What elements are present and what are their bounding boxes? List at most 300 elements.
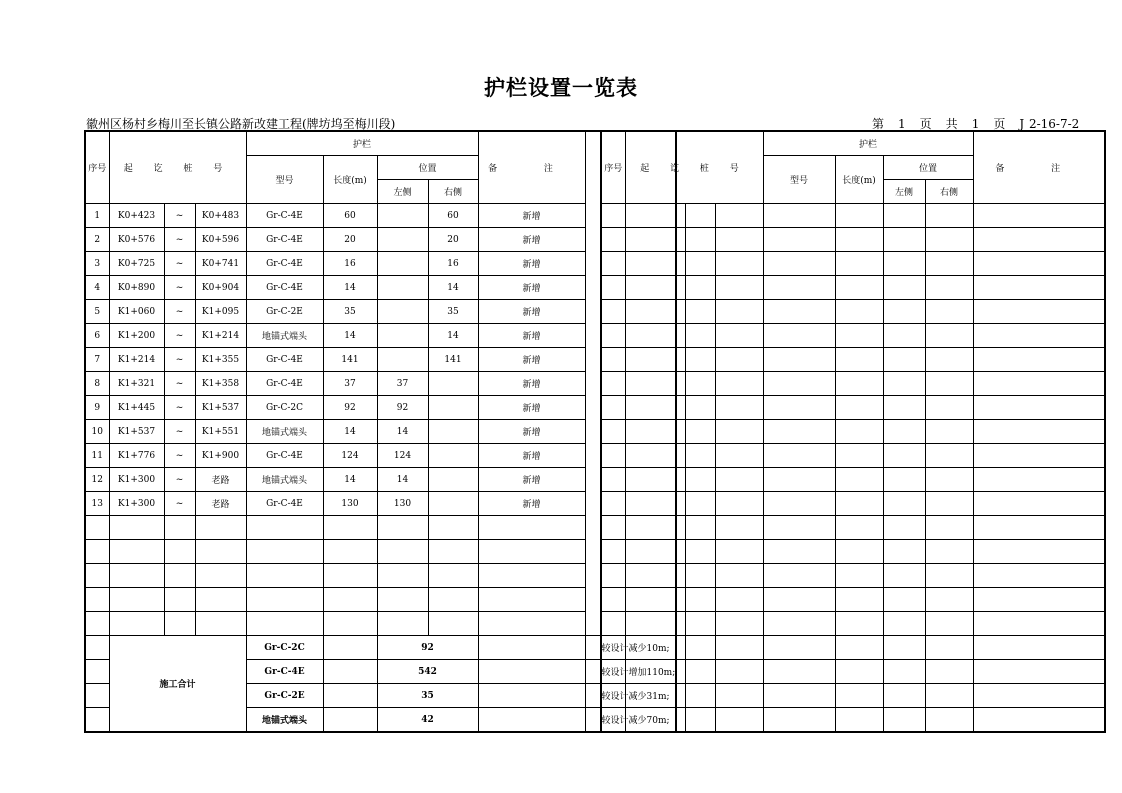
- summary-type: Gr-C-4E: [246, 660, 323, 684]
- header-type: 型号: [763, 156, 835, 204]
- empty-cell: [685, 204, 715, 228]
- empty-cell: [323, 588, 377, 612]
- length: 60: [323, 204, 377, 228]
- page-title: 护栏设置一览表: [484, 76, 638, 100]
- length: 124: [323, 444, 377, 468]
- header-length: 长度(m): [323, 156, 377, 204]
- empty-cell: [763, 228, 835, 252]
- empty-cell: [85, 564, 109, 588]
- remark: 新增: [478, 276, 585, 300]
- empty-cell: [715, 660, 763, 684]
- empty-cell: [973, 612, 1105, 636]
- total-pages: 1: [971, 117, 980, 131]
- summary-remark: 较设计减少70m;: [585, 708, 676, 733]
- empty-cell: [625, 708, 685, 733]
- end-station: K1+095: [195, 300, 246, 324]
- empty-cell: [685, 372, 715, 396]
- start-station: K1+300: [109, 468, 164, 492]
- empty-cell: [973, 228, 1105, 252]
- empty-cell: [109, 516, 164, 540]
- guardrail-type: 地锚式端头: [246, 468, 323, 492]
- left-side-length: 130: [377, 492, 428, 516]
- empty-cell: [835, 276, 883, 300]
- length: 37: [323, 372, 377, 396]
- empty-cell: [685, 276, 715, 300]
- length: 14: [323, 468, 377, 492]
- empty-cell: [973, 348, 1105, 372]
- right-side-length: 20: [428, 228, 478, 252]
- empty-cell: [973, 204, 1105, 228]
- empty-cell: [835, 516, 883, 540]
- station-separator: ~: [164, 300, 195, 324]
- empty-cell: [715, 492, 763, 516]
- empty-cell: [925, 612, 973, 636]
- end-station: K0+741: [195, 252, 246, 276]
- empty-cell: [763, 660, 835, 684]
- empty-cell: [715, 276, 763, 300]
- empty-cell: [715, 636, 763, 660]
- end-station: 老路: [195, 492, 246, 516]
- empty-cell: [164, 540, 195, 564]
- empty-cell: [685, 540, 715, 564]
- guardrail-type: Gr-C-4E: [246, 228, 323, 252]
- right-side-length: 16: [428, 252, 478, 276]
- station-separator: ~: [164, 372, 195, 396]
- empty-cell: [925, 324, 973, 348]
- station-separator: ~: [164, 492, 195, 516]
- empty-cell: [883, 348, 925, 372]
- empty-row: [85, 540, 676, 564]
- empty-cell: [625, 252, 685, 276]
- empty-cell: [601, 396, 625, 420]
- empty-cell: [883, 540, 925, 564]
- remark: 新增: [478, 324, 585, 348]
- left-side-length: [377, 204, 428, 228]
- empty-cell: [478, 588, 585, 612]
- empty-cell: [835, 444, 883, 468]
- empty-cell: [377, 540, 428, 564]
- empty-cell: [478, 516, 585, 540]
- empty-cell: [85, 612, 109, 636]
- empty-cell: [601, 444, 625, 468]
- empty-cell: [195, 516, 246, 540]
- empty-cell: [601, 348, 625, 372]
- empty-cell: [925, 396, 973, 420]
- left-side-length: [377, 276, 428, 300]
- empty-row: [601, 300, 1105, 324]
- empty-cell: [478, 564, 585, 588]
- empty-row: [601, 708, 1105, 733]
- empty-cell: [715, 252, 763, 276]
- empty-cell: [685, 420, 715, 444]
- left-side-length: 92: [377, 396, 428, 420]
- empty-cell: [763, 372, 835, 396]
- empty-cell: [601, 516, 625, 540]
- empty-cell: [835, 564, 883, 588]
- row-number: 6: [85, 324, 109, 348]
- right-side-length: 14: [428, 324, 478, 348]
- empty-cell: [883, 276, 925, 300]
- empty-cell: [323, 540, 377, 564]
- empty-cell: [715, 228, 763, 252]
- station-separator: ~: [164, 348, 195, 372]
- empty-cell: [973, 372, 1105, 396]
- empty-row: [601, 636, 1105, 660]
- end-station: 老路: [195, 468, 246, 492]
- empty-cell: [763, 636, 835, 660]
- empty-cell: [715, 564, 763, 588]
- empty-cell: [925, 588, 973, 612]
- empty-cell: [195, 588, 246, 612]
- empty-cell: [835, 468, 883, 492]
- empty-cell: [85, 636, 109, 660]
- empty-cell: [377, 612, 428, 636]
- empty-cell: [715, 684, 763, 708]
- row-number: 10: [85, 420, 109, 444]
- remark: 新增: [478, 372, 585, 396]
- left-side-length: [377, 324, 428, 348]
- empty-cell: [883, 612, 925, 636]
- empty-cell: [973, 636, 1105, 660]
- empty-cell: [763, 468, 835, 492]
- empty-cell: [428, 516, 478, 540]
- empty-cell: [246, 516, 323, 540]
- empty-cell: [625, 468, 685, 492]
- empty-cell: [601, 540, 625, 564]
- empty-cell: [625, 420, 685, 444]
- empty-cell: [835, 252, 883, 276]
- end-station: K1+537: [195, 396, 246, 420]
- empty-cell: [763, 684, 835, 708]
- length: 35: [323, 300, 377, 324]
- empty-cell: [246, 540, 323, 564]
- station-separator: ~: [164, 252, 195, 276]
- remark: 新增: [478, 204, 585, 228]
- empty-cell: [883, 372, 925, 396]
- left-side-length: 124: [377, 444, 428, 468]
- empty-cell: [715, 300, 763, 324]
- empty-cell: [763, 564, 835, 588]
- empty-cell: [973, 492, 1105, 516]
- empty-cell: [428, 564, 478, 588]
- project-name: 徽州区杨村乡梅川至长镇公路新改建工程(牌坊坞至梅川段): [86, 117, 396, 131]
- empty-cell: [601, 564, 625, 588]
- header-right-side: 右侧: [925, 180, 973, 204]
- empty-cell: [883, 468, 925, 492]
- empty-cell: [925, 492, 973, 516]
- empty-cell: [377, 564, 428, 588]
- header-guardrail: 护栏: [763, 131, 973, 156]
- empty-cell: [195, 564, 246, 588]
- empty-row: [601, 228, 1105, 252]
- empty-cell: [715, 444, 763, 468]
- end-station: K0+596: [195, 228, 246, 252]
- empty-cell: [883, 300, 925, 324]
- row-number: 3: [85, 252, 109, 276]
- empty-cell: [428, 588, 478, 612]
- empty-row: [601, 684, 1105, 708]
- row-number: 1: [85, 204, 109, 228]
- total-label: 共: [945, 117, 958, 131]
- end-station: K1+214: [195, 324, 246, 348]
- empty-cell: [763, 204, 835, 228]
- empty-cell: [685, 516, 715, 540]
- empty-cell: [478, 708, 585, 733]
- left-side-length: 37: [377, 372, 428, 396]
- empty-cell: [85, 540, 109, 564]
- empty-cell: [835, 348, 883, 372]
- row-number: 11: [85, 444, 109, 468]
- guardrail-type: Gr-C-4E: [246, 372, 323, 396]
- empty-row: [85, 612, 676, 636]
- end-station: K1+358: [195, 372, 246, 396]
- empty-row: [601, 396, 1105, 420]
- right-side-length: [428, 492, 478, 516]
- empty-row: [601, 444, 1105, 468]
- empty-cell: [883, 252, 925, 276]
- empty-cell: [164, 612, 195, 636]
- empty-cell: [883, 324, 925, 348]
- empty-cell: [625, 348, 685, 372]
- empty-row: [601, 612, 1105, 636]
- empty-cell: [925, 204, 973, 228]
- remark: 新增: [478, 228, 585, 252]
- empty-cell: [973, 588, 1105, 612]
- end-station: K1+900: [195, 444, 246, 468]
- start-station: K1+214: [109, 348, 164, 372]
- page-label: 第: [872, 117, 885, 131]
- header-guardrail: 护栏: [246, 131, 478, 156]
- empty-cell: [925, 516, 973, 540]
- table-row: [85, 228, 676, 252]
- empty-cell: [883, 708, 925, 733]
- header-position: 位置: [883, 156, 973, 180]
- table-row: [85, 300, 676, 324]
- empty-cell: [763, 348, 835, 372]
- empty-cell: [601, 276, 625, 300]
- station-separator: ~: [164, 396, 195, 420]
- guardrail-type: Gr-C-4E: [246, 492, 323, 516]
- empty-cell: [925, 468, 973, 492]
- right-side-length: 141: [428, 348, 478, 372]
- right-side-length: 14: [428, 276, 478, 300]
- drawing-number: J 2-16-7-2: [1019, 117, 1080, 131]
- remark: 新增: [478, 348, 585, 372]
- summary-type: 地锚式端头: [246, 708, 323, 733]
- remark: 新增: [478, 420, 585, 444]
- empty-cell: [685, 444, 715, 468]
- start-station: K0+890: [109, 276, 164, 300]
- row-number: 5: [85, 300, 109, 324]
- empty-cell: [835, 228, 883, 252]
- empty-cell: [883, 684, 925, 708]
- right-side-length: [428, 468, 478, 492]
- empty-cell: [835, 612, 883, 636]
- empty-cell: [246, 564, 323, 588]
- empty-cell: [601, 324, 625, 348]
- empty-cell: [973, 324, 1105, 348]
- end-station: K0+483: [195, 204, 246, 228]
- summary-remark: 较设计增加110m;: [585, 660, 676, 684]
- empty-cell: [973, 660, 1105, 684]
- empty-cell: [763, 252, 835, 276]
- empty-row: [601, 540, 1105, 564]
- left-side-length: [377, 252, 428, 276]
- empty-cell: [925, 276, 973, 300]
- start-station: K0+576: [109, 228, 164, 252]
- empty-cell: [925, 252, 973, 276]
- guardrail-type: Gr-C-4E: [246, 348, 323, 372]
- empty-cell: [109, 564, 164, 588]
- header-left-side: 左侧: [883, 180, 925, 204]
- empty-cell: [685, 660, 715, 684]
- length: 92: [323, 396, 377, 420]
- empty-cell: [925, 708, 973, 733]
- empty-cell: [625, 492, 685, 516]
- empty-cell: [883, 564, 925, 588]
- empty-cell: [973, 396, 1105, 420]
- empty-cell: [685, 300, 715, 324]
- summary-total: 35: [377, 684, 478, 708]
- start-station: K1+321: [109, 372, 164, 396]
- length: 20: [323, 228, 377, 252]
- empty-cell: [246, 612, 323, 636]
- empty-cell: [685, 492, 715, 516]
- remark: 新增: [478, 492, 585, 516]
- empty-cell: [601, 468, 625, 492]
- empty-cell: [883, 444, 925, 468]
- empty-cell: [685, 636, 715, 660]
- row-number: 13: [85, 492, 109, 516]
- summary-type: Gr-C-2E: [246, 684, 323, 708]
- empty-cell: [601, 300, 625, 324]
- empty-row: [85, 516, 676, 540]
- header-seq: 序号: [601, 131, 625, 204]
- table-row: [85, 444, 676, 468]
- empty-cell: [601, 228, 625, 252]
- empty-cell: [835, 204, 883, 228]
- empty-cell: [763, 276, 835, 300]
- right-side-length: [428, 420, 478, 444]
- empty-row: [601, 204, 1105, 228]
- header-type: 型号: [246, 156, 323, 204]
- guardrail-type: Gr-C-2C: [246, 396, 323, 420]
- guardrail-type: Gr-C-2E: [246, 300, 323, 324]
- left-side-length: 14: [377, 420, 428, 444]
- empty-row: [601, 420, 1105, 444]
- page-unit: 页: [919, 117, 932, 131]
- remark: 新增: [478, 396, 585, 420]
- left-side-length: [377, 300, 428, 324]
- empty-row: [601, 468, 1105, 492]
- empty-cell: [625, 228, 685, 252]
- left-side-length: [377, 228, 428, 252]
- empty-cell: [428, 540, 478, 564]
- empty-cell: [835, 300, 883, 324]
- empty-cell: [625, 300, 685, 324]
- empty-row: [601, 348, 1105, 372]
- empty-cell: [685, 612, 715, 636]
- empty-cell: [925, 444, 973, 468]
- empty-cell: [925, 420, 973, 444]
- empty-cell: [925, 540, 973, 564]
- guardrail-table-right: [600, 130, 1106, 733]
- empty-cell: [973, 300, 1105, 324]
- empty-cell: [835, 588, 883, 612]
- empty-cell: [625, 540, 685, 564]
- empty-cell: [763, 588, 835, 612]
- start-station: K0+423: [109, 204, 164, 228]
- empty-cell: [85, 684, 109, 708]
- length: 130: [323, 492, 377, 516]
- empty-cell: [323, 708, 377, 733]
- empty-row: [601, 276, 1105, 300]
- empty-cell: [835, 420, 883, 444]
- table-row: [85, 396, 676, 420]
- empty-cell: [835, 708, 883, 733]
- table-row: [85, 204, 676, 228]
- summary-remark: 较设计减少31m;: [585, 684, 676, 708]
- empty-cell: [323, 564, 377, 588]
- empty-cell: [973, 684, 1105, 708]
- empty-cell: [763, 516, 835, 540]
- right-side-length: [428, 372, 478, 396]
- empty-cell: [973, 276, 1105, 300]
- empty-cell: [973, 420, 1105, 444]
- length: 14: [323, 276, 377, 300]
- empty-cell: [685, 708, 715, 733]
- page-number: 1: [898, 117, 906, 131]
- table-row: [85, 420, 676, 444]
- empty-cell: [835, 372, 883, 396]
- empty-cell: [715, 372, 763, 396]
- empty-cell: [925, 300, 973, 324]
- empty-cell: [85, 708, 109, 733]
- start-station: K1+537: [109, 420, 164, 444]
- length: 141: [323, 348, 377, 372]
- empty-cell: [763, 492, 835, 516]
- empty-cell: [195, 612, 246, 636]
- empty-row: [601, 564, 1105, 588]
- empty-cell: [377, 516, 428, 540]
- empty-cell: [323, 516, 377, 540]
- summary-label: 施工合计: [109, 636, 246, 733]
- remark: 新增: [478, 444, 585, 468]
- guardrail-type: Gr-C-4E: [246, 204, 323, 228]
- empty-cell: [377, 588, 428, 612]
- empty-cell: [973, 468, 1105, 492]
- empty-cell: [973, 444, 1105, 468]
- empty-cell: [763, 324, 835, 348]
- empty-cell: [835, 396, 883, 420]
- empty-cell: [925, 660, 973, 684]
- empty-cell: [925, 636, 973, 660]
- guardrail-type: 地锚式端头: [246, 420, 323, 444]
- header-station: 起 讫 桩 号: [109, 131, 246, 204]
- empty-cell: [763, 612, 835, 636]
- empty-cell: [973, 708, 1105, 733]
- empty-cell: [685, 396, 715, 420]
- empty-cell: [835, 636, 883, 660]
- row-number: 8: [85, 372, 109, 396]
- empty-cell: [625, 372, 685, 396]
- empty-cell: [195, 540, 246, 564]
- empty-cell: [323, 612, 377, 636]
- empty-cell: [685, 252, 715, 276]
- row-number: 12: [85, 468, 109, 492]
- end-station: K1+551: [195, 420, 246, 444]
- empty-cell: [835, 684, 883, 708]
